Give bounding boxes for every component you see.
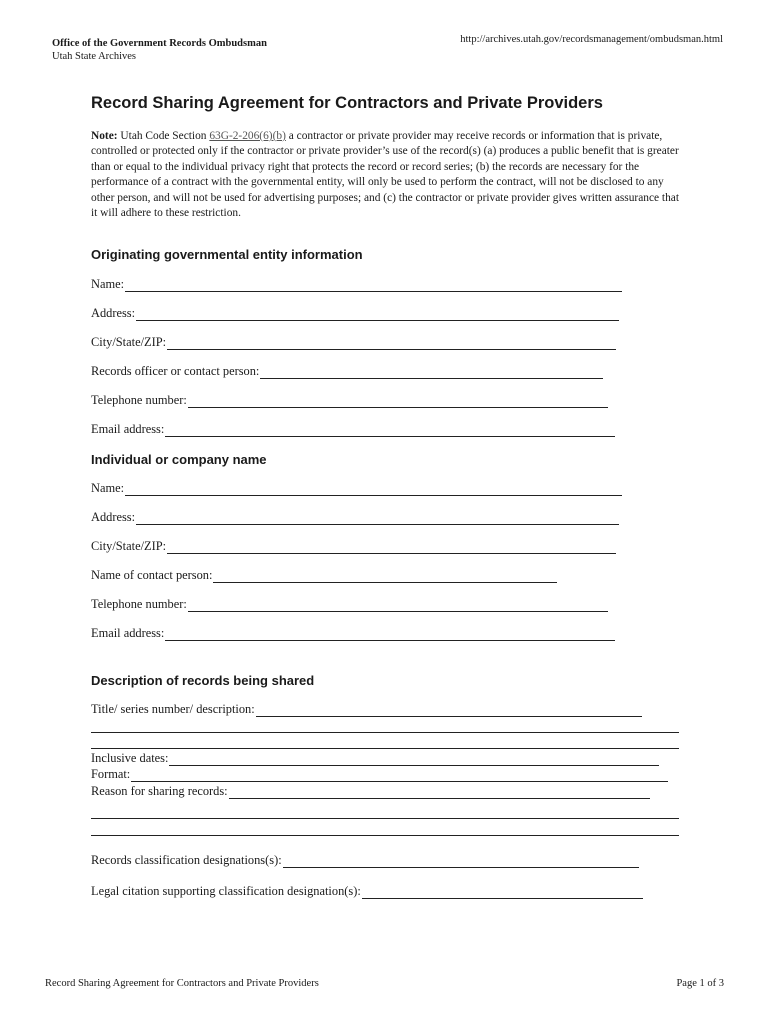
desc-inclusive-dates-field — [91, 751, 659, 766]
ind-address-field — [91, 510, 619, 525]
footer-page-number: Page 1 of 3 — [676, 978, 724, 989]
desc-legal-citation-field — [91, 884, 643, 899]
desc-classification-label: Records classification designations(s): — [91, 853, 282, 867]
ind-name-input[interactable] — [125, 483, 622, 496]
desc-format-field — [91, 767, 668, 782]
ind-city-input[interactable] — [167, 541, 616, 554]
desc-reason-continuation-line-1[interactable] — [91, 818, 679, 819]
ind-contact-label: Name of contact person: — [91, 568, 213, 582]
note-label: Note: — [91, 130, 118, 142]
orig-name-input[interactable] — [125, 279, 622, 292]
desc-classification-field — [91, 853, 639, 868]
ind-email-label: Email address: — [91, 626, 165, 640]
ind-telephone-input[interactable] — [188, 599, 608, 612]
ind-email-input[interactable] — [165, 628, 615, 641]
desc-title-input[interactable] — [256, 704, 642, 717]
note-paragraph — [91, 129, 681, 221]
ind-contact-field — [91, 568, 557, 583]
desc-title-continuation-line-2[interactable] — [91, 748, 679, 749]
desc-classification-input[interactable] — [283, 855, 639, 868]
header-organization — [52, 37, 267, 63]
desc-legal-citation-label: Legal citation supporting classification designation(s): — [91, 884, 361, 898]
orig-telephone-field — [91, 393, 608, 408]
orig-records-officer-input[interactable] — [260, 366, 603, 379]
desc-inclusive-dates-label: Inclusive dates: — [91, 751, 169, 765]
ind-name-label: Name: — [91, 481, 125, 495]
desc-reason-field — [91, 784, 650, 799]
orig-email-label: Email address: — [91, 422, 165, 436]
desc-format-label: Format: — [91, 767, 131, 781]
note-pre-link: Utah Code Section — [117, 130, 210, 142]
orig-telephone-input[interactable] — [188, 395, 608, 408]
desc-reason-label: Reason for sharing records: — [91, 784, 228, 798]
orig-city-label: City/State/ZIP: — [91, 335, 167, 349]
orig-city-field — [91, 335, 616, 350]
section-description-heading: Description of records being shared — [91, 673, 315, 688]
ind-name-field — [91, 481, 622, 496]
orig-email-input[interactable] — [165, 424, 615, 437]
ind-city-field — [91, 539, 616, 554]
code-section-link[interactable]: 63G-2-206(6)(b) — [209, 130, 286, 142]
orig-telephone-label: Telephone number: — [91, 393, 187, 407]
desc-title-field — [91, 702, 642, 717]
orig-email-field — [91, 422, 615, 437]
desc-reason-continuation-line-2[interactable] — [91, 835, 679, 836]
ind-telephone-field — [91, 597, 608, 612]
footer-document-title: Record Sharing Agreement for Contractors and Private Providers — [45, 978, 319, 989]
document-title: Record Sharing Agreement for Contractors and Private Providers — [91, 94, 603, 112]
desc-format-input[interactable] — [131, 769, 668, 782]
orig-name-label: Name: — [91, 277, 125, 291]
orig-city-input[interactable] — [167, 337, 616, 350]
ind-email-field — [91, 626, 615, 641]
section-originating-heading: Originating governmental entity information — [91, 247, 363, 262]
ind-address-input[interactable] — [136, 512, 619, 525]
header-url-link[interactable]: http://archives.utah.gov/recordsmanagement/ombudsman.html — [460, 34, 723, 45]
orig-address-field — [91, 306, 619, 321]
section-individual-heading: Individual or company name — [91, 452, 267, 467]
desc-reason-input[interactable] — [229, 786, 650, 799]
note-body: a contractor or private provider may receive records or information that is private, controlled or protected only if the contractor or private provider’s use of the record(s) (a) produces a public benefit that is greater than or equal to the individual privacy right that protects the record or record series; (b) the records are necessary for the performance of a contract with the governmental entity, will only be used to perform the contract, will not be disclosed to any other person, and will not be used for advertising purposes; and (c) the contractor or private provider gives written assurance that it will adhere to these restriction. — [91, 130, 680, 220]
orig-records-officer-label: Records officer or contact person: — [91, 364, 260, 378]
desc-title-continuation-line-1[interactable] — [91, 732, 679, 733]
ind-city-label: City/State/ZIP: — [91, 539, 167, 553]
orig-address-input[interactable] — [136, 308, 619, 321]
org-subtitle: Utah State Archives — [52, 51, 136, 62]
ind-telephone-label: Telephone number: — [91, 597, 187, 611]
ind-contact-input[interactable] — [213, 570, 557, 583]
desc-legal-citation-input[interactable] — [362, 886, 643, 899]
orig-address-label: Address: — [91, 306, 136, 320]
orig-records-officer-field — [91, 364, 603, 379]
orig-name-field — [91, 277, 622, 292]
desc-inclusive-dates-input[interactable] — [169, 753, 659, 766]
desc-title-label: Title/ series number/ description: — [91, 702, 255, 716]
ind-address-label: Address: — [91, 510, 136, 524]
org-name: Office of the Government Records Ombudsman — [52, 38, 267, 49]
